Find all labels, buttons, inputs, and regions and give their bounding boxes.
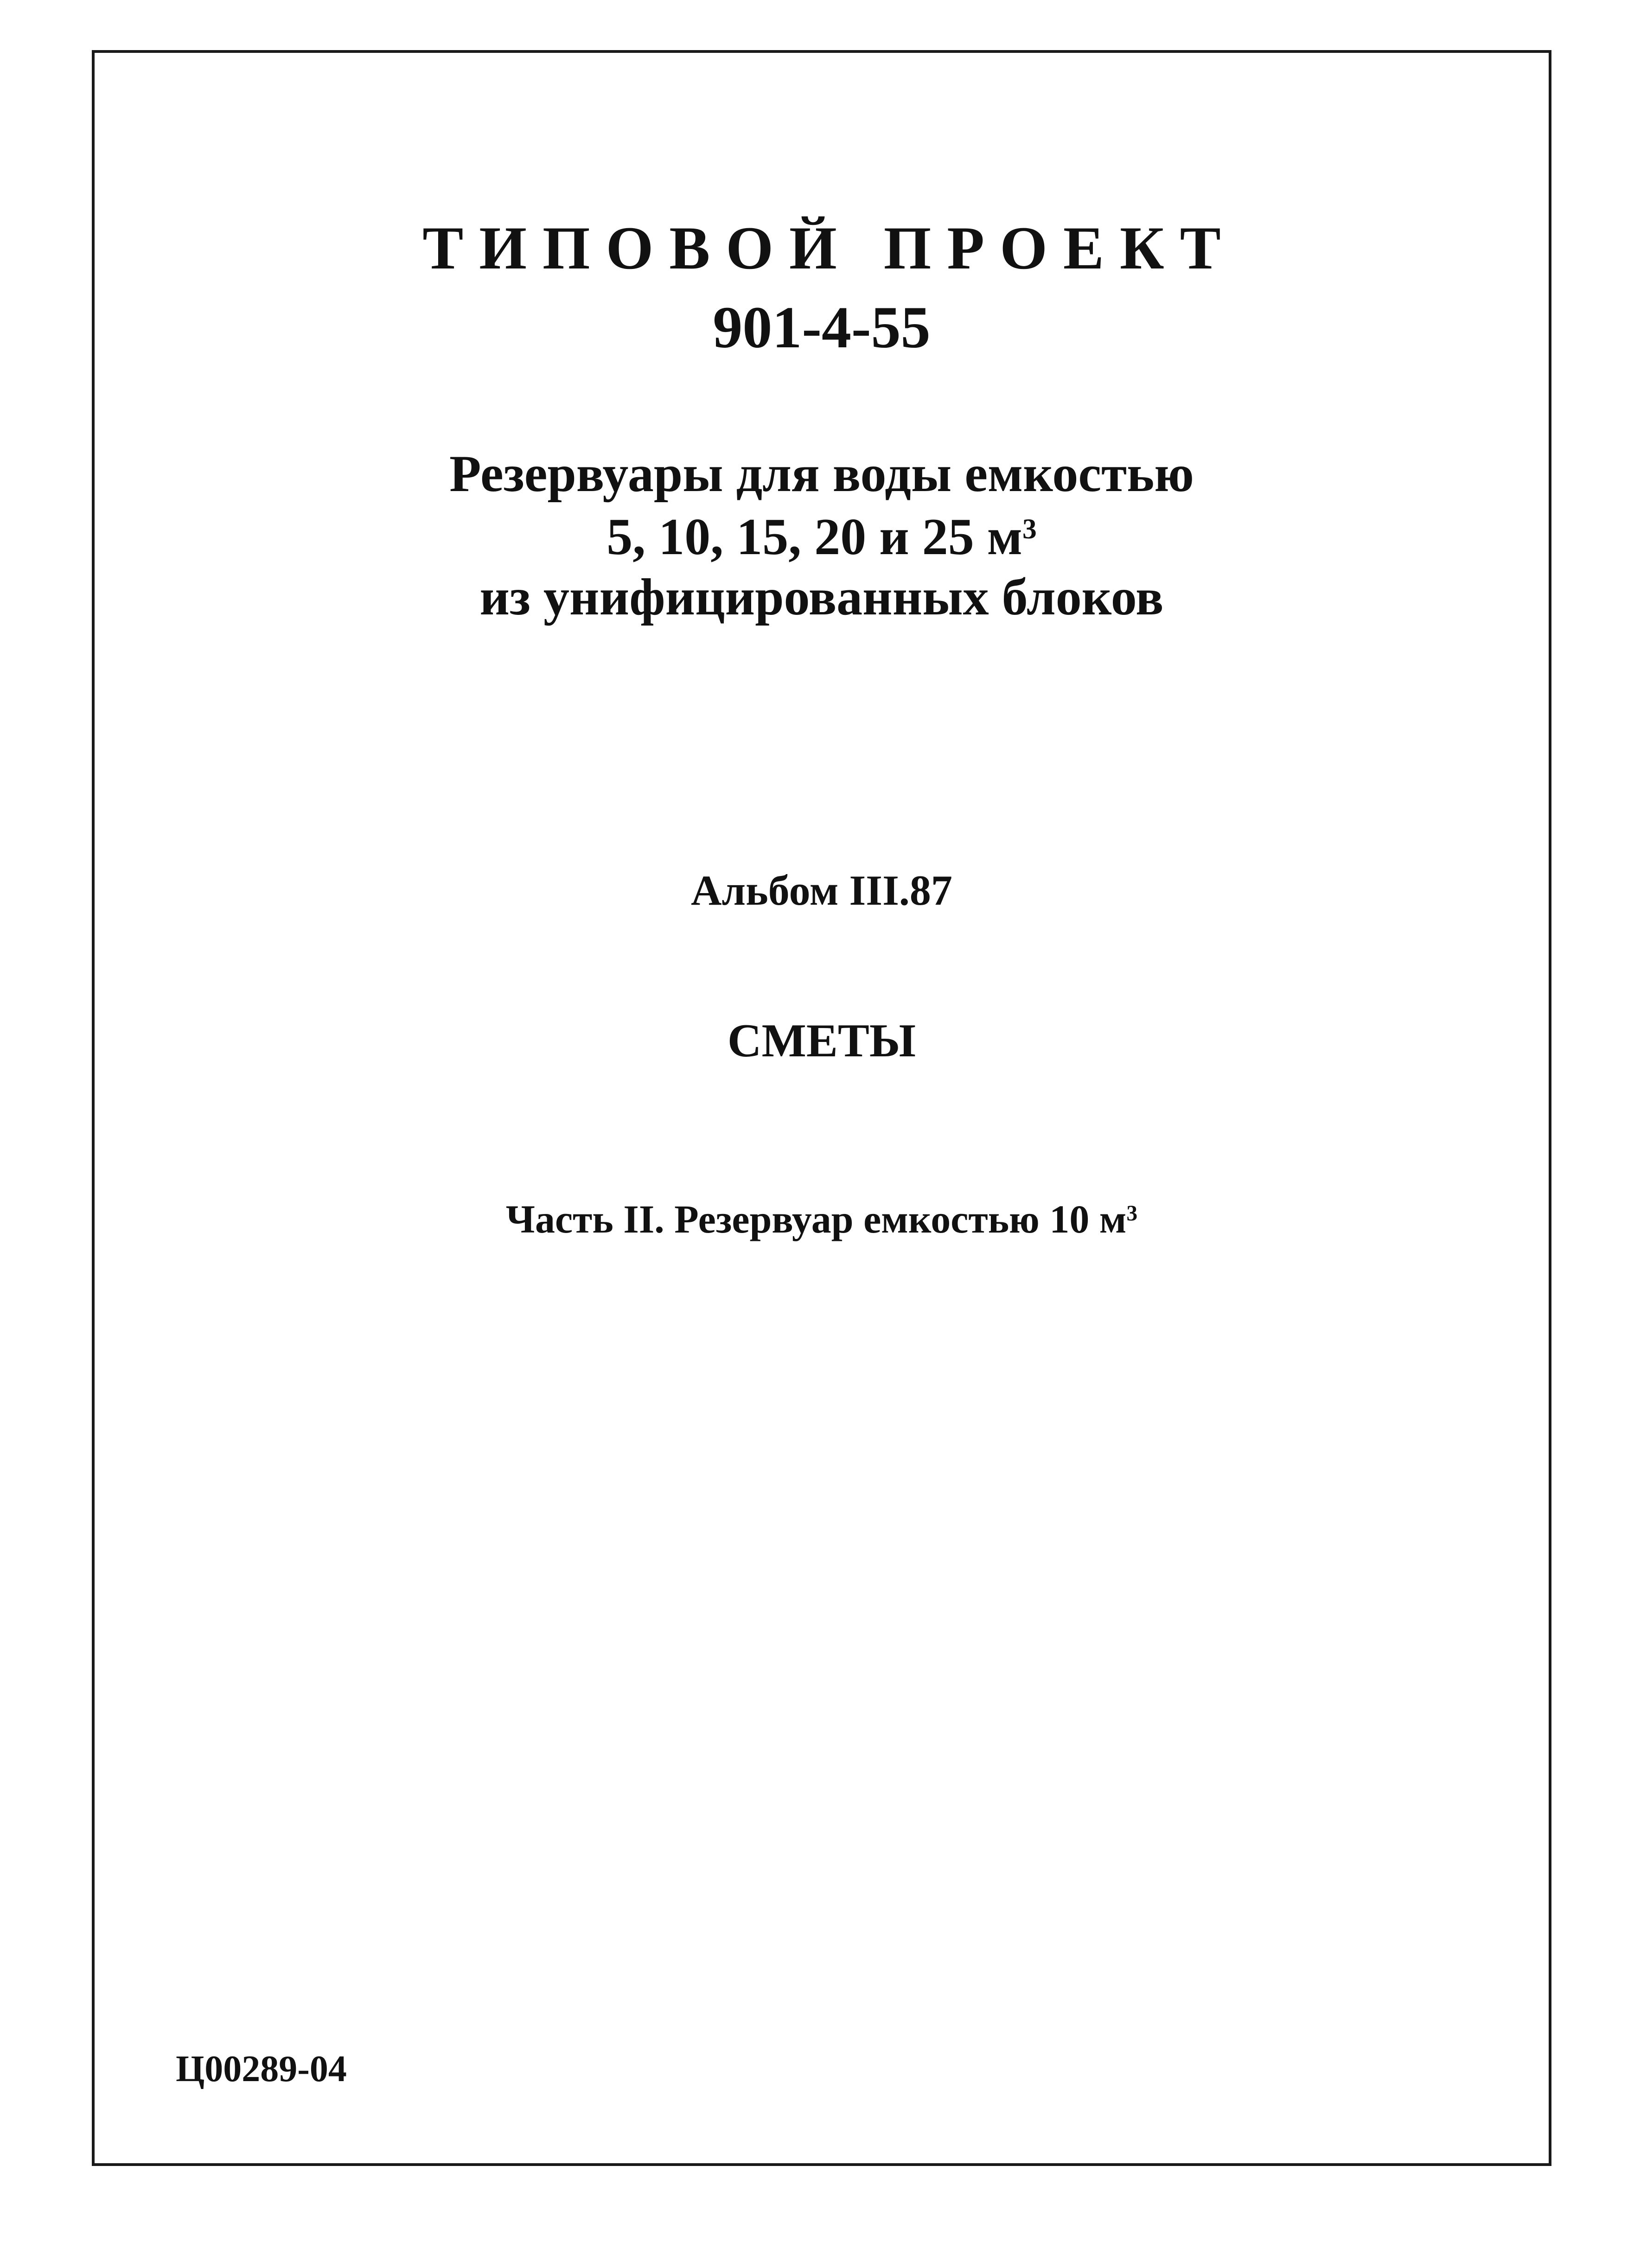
subtitle-unit-exponent: 3: [1022, 513, 1037, 545]
subtitle-line-2-text: 5, 10, 15, 20 и 25 м: [606, 508, 1023, 566]
album-label: Альбом III.87: [691, 867, 952, 914]
section-title: СМЕТЫ: [727, 1015, 916, 1067]
part-label-text: Часть II. Резервуар емкостью 10 м: [505, 1197, 1127, 1241]
document-code: Ц00289-04: [176, 2049, 347, 2089]
subtitle-line-2: [95, 508, 1549, 566]
page-border-frame: [92, 50, 1551, 2166]
subtitle-line-1: Резервуары для воды емкостью: [449, 445, 1194, 503]
document-title: ТИПОВОЙ ПРОЕКТ: [422, 214, 1237, 282]
subtitle-line-3: из унифицированных блоков: [479, 569, 1164, 626]
project-number: 901-4-55: [713, 294, 931, 360]
part-unit-exponent: 3: [1126, 1201, 1138, 1226]
part-label: [95, 1199, 1549, 1239]
